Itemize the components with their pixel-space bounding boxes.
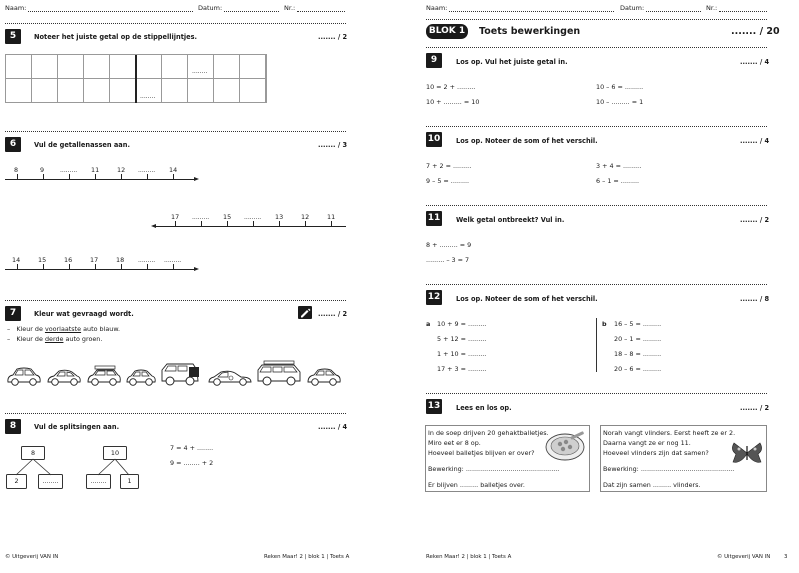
exercise-10-2[interactable]: 3 + 4 = .........: [596, 162, 642, 170]
section-7-score[interactable]: ....... / 2: [318, 310, 348, 318]
section-number-9: 9: [426, 53, 442, 68]
nl3-label: 14: [12, 256, 21, 264]
nl1-blank[interactable]: .........: [138, 167, 156, 174]
footer-series: Reken Maar! 2 | blok 1 | Toets A: [426, 554, 512, 560]
split-tree-1-left: 2: [6, 474, 27, 489]
nl2-blank[interactable]: .........: [192, 214, 210, 221]
story-1-line: In de soep drijven 20 gehaktballetjes.: [428, 429, 549, 437]
section-number-6: 6: [5, 137, 21, 152]
nl1-blank[interactable]: .........: [60, 167, 78, 174]
exercise-12b-1[interactable]: 16 – 5 = .........: [614, 320, 662, 328]
nl1-label: 8: [14, 166, 19, 174]
section-divider: [426, 126, 767, 127]
section-5-instruction: Noteer het juiste getal op de stippellijntjes.: [34, 33, 198, 41]
name-label: Naam:: [426, 4, 448, 12]
footer-series: Reken Maar! 2 | blok 1 | Toets A: [264, 554, 350, 560]
footer-publisher: © Uitgeverij VAN IN: [5, 554, 59, 560]
blok-badge: BLOK 1: [426, 24, 468, 39]
instruction-text: Kleur de: [16, 325, 45, 333]
section-divider: [426, 19, 767, 20]
nl1-label: 11: [91, 166, 100, 174]
exercise-12b-3[interactable]: 18 – 8 = .........: [614, 350, 662, 358]
bullet: –: [7, 325, 11, 333]
section-12-instruction: Los op. Noteer de som of het verschil.: [456, 295, 598, 303]
nr-field[interactable]: [706, 4, 767, 12]
split-tree-2-top: 10: [103, 446, 127, 460]
nl3-label: 18: [116, 256, 125, 264]
section-12-score[interactable]: ....... / 8: [740, 295, 770, 303]
split-tree-1-top: 8: [21, 446, 45, 460]
story-1-calculation[interactable]: Bewerking: ..............................................: [428, 465, 560, 473]
nl2-label: 13: [275, 213, 284, 221]
story-1-answer[interactable]: Er blijven ......... balletjes over.: [428, 481, 525, 489]
story-2-line: Hoeveel vlinders zijn dat samen?: [603, 449, 709, 457]
exercise-10-3[interactable]: 9 – 5 = .........: [426, 177, 470, 185]
story-2-answer[interactable]: Dat zijn samen ......... vlinders.: [603, 481, 701, 489]
section-13-score[interactable]: ....... / 2: [740, 404, 770, 412]
section-11-instruction: Welk getal ontbreekt? Vul in.: [456, 216, 565, 224]
grid-blank-1[interactable]: ........: [192, 68, 208, 75]
story-2-line: Norah vangt vlinders. Eerst heeft ze er 2.: [603, 429, 736, 437]
nr-label: Nr.:: [284, 4, 296, 12]
footer-publisher: © Uitgeverij VAN IN: [717, 554, 771, 560]
nl1-label: 9: [40, 166, 45, 174]
butterfly-icon: [730, 440, 764, 466]
section-6-score[interactable]: ....... / 3: [318, 141, 348, 149]
nl1-label: 14: [169, 166, 178, 174]
nl2-label: 12: [301, 213, 310, 221]
exercise-12a-2[interactable]: 5 + 12 = .........: [437, 335, 487, 343]
exercise-11-1[interactable]: 8 + ......... = 9: [426, 241, 472, 249]
section-divider: [426, 47, 767, 48]
name-field[interactable]: [426, 4, 614, 12]
nr-label: Nr.:: [706, 4, 718, 12]
story-2-calculation[interactable]: Bewerking: ..............................................: [603, 465, 735, 473]
story-2-line: Daarna vangt ze er nog 11.: [603, 439, 691, 447]
split-equation-1[interactable]: 7 = 4 + ........: [170, 444, 214, 452]
date-field[interactable]: [620, 4, 701, 12]
story-1-line: Miro eet er 8 op.: [428, 439, 481, 447]
section-10-instruction: Los op. Noteer de som of het verschil.: [456, 137, 598, 145]
section-divider: [426, 284, 767, 285]
instruction-text: Kleur de: [16, 335, 45, 343]
section-number-12: 12: [426, 290, 442, 305]
section-6-instruction: Vul de getallenassen aan.: [34, 141, 130, 149]
nl2-label: 17: [171, 213, 180, 221]
nl3-blank[interactable]: .........: [164, 257, 182, 264]
exercise-12a-4[interactable]: 17 + 3 = .........: [437, 365, 487, 373]
column-a-label: a: [426, 320, 431, 328]
underlined-word: voorlaatste: [44, 325, 82, 333]
section-number-7: 7: [5, 306, 21, 321]
bullet: –: [7, 335, 11, 343]
split-tree-2-right: 1: [120, 474, 139, 489]
nl2-blank[interactable]: .........: [244, 214, 262, 221]
nl3-label: 15: [38, 256, 47, 264]
section-9-score[interactable]: ....... / 4: [740, 58, 770, 66]
split-tree-2-left[interactable]: ........: [86, 474, 111, 489]
section-8-instruction: Vul de splitsingen aan.: [34, 423, 120, 431]
soup-bowl-icon: [544, 430, 586, 464]
exercise-9-4[interactable]: 10 – ......... = 1: [596, 98, 644, 106]
nl3-blank[interactable]: .........: [138, 257, 156, 264]
exercise-10-1[interactable]: 7 + 2 = .........: [426, 162, 472, 170]
section-divider: [426, 393, 767, 394]
total-score[interactable]: ....... / 20: [731, 26, 780, 37]
nl3-label: 16: [64, 256, 73, 264]
section-8-score[interactable]: ....... / 4: [318, 423, 348, 431]
split-equation-2[interactable]: 9 = ........ + 2: [170, 459, 214, 467]
exercise-12a-3[interactable]: 1 + 10 = .........: [437, 350, 487, 358]
split-tree-1-right[interactable]: ........: [38, 474, 63, 489]
exercise-12a-1[interactable]: 10 + 9 = .........: [437, 320, 487, 328]
exercise-10-4[interactable]: 6 – 1 = .........: [596, 177, 640, 185]
nl2-label: 15: [223, 213, 232, 221]
section-number-13: 13: [426, 399, 442, 414]
section-7-instruction: Kleur wat gevraagd wordt.: [34, 310, 134, 318]
section-9-instruction: Los op. Vul het juiste getal in.: [456, 58, 568, 66]
nl3-label: 17: [90, 256, 99, 264]
section-13-instruction: Lees en los op.: [456, 404, 512, 412]
underlined-word: derde: [44, 335, 64, 343]
right-page: [400, 0, 799, 573]
section-number-8: 8: [5, 419, 21, 434]
nl1-label: 12: [117, 166, 126, 174]
section-number-5: 5: [5, 29, 21, 44]
section-number-10: 10: [426, 132, 442, 147]
exercise-12b-4[interactable]: 20 – 6 = .........: [614, 365, 662, 373]
section-number-11: 11: [426, 211, 442, 226]
exercise-11-2[interactable]: ......... – 3 = 7: [426, 256, 470, 264]
grid-blank-2[interactable]: ........: [140, 93, 156, 100]
page-number: 3: [784, 554, 788, 560]
section-10-score[interactable]: ....... / 4: [740, 137, 770, 145]
instruction-text: auto blauw.: [81, 325, 120, 333]
name-label: Naam:: [5, 4, 27, 12]
exercise-9-2[interactable]: 10 – 6 = .........: [596, 83, 644, 91]
test-title: Toets bewerkingen: [479, 26, 581, 37]
exercise-12b-2[interactable]: 20 – 1 = .........: [614, 335, 662, 343]
section-divider: [426, 205, 767, 206]
date-label: Datum:: [198, 4, 223, 12]
exercise-9-1[interactable]: 10 = 2 + .........: [426, 83, 476, 91]
date-label: Datum:: [620, 4, 645, 12]
section-11-score[interactable]: ....... / 2: [740, 216, 770, 224]
instruction-text: auto groen.: [63, 335, 103, 343]
story-1-line: Hoeveel balletjes blijven er over?: [428, 449, 535, 457]
section-5-score[interactable]: ....... / 2: [318, 33, 348, 41]
nl2-label: 11: [327, 213, 336, 221]
column-b-label: b: [602, 320, 607, 328]
column-divider: [596, 318, 597, 372]
exercise-9-3[interactable]: 10 + ......... = 10: [426, 98, 480, 106]
